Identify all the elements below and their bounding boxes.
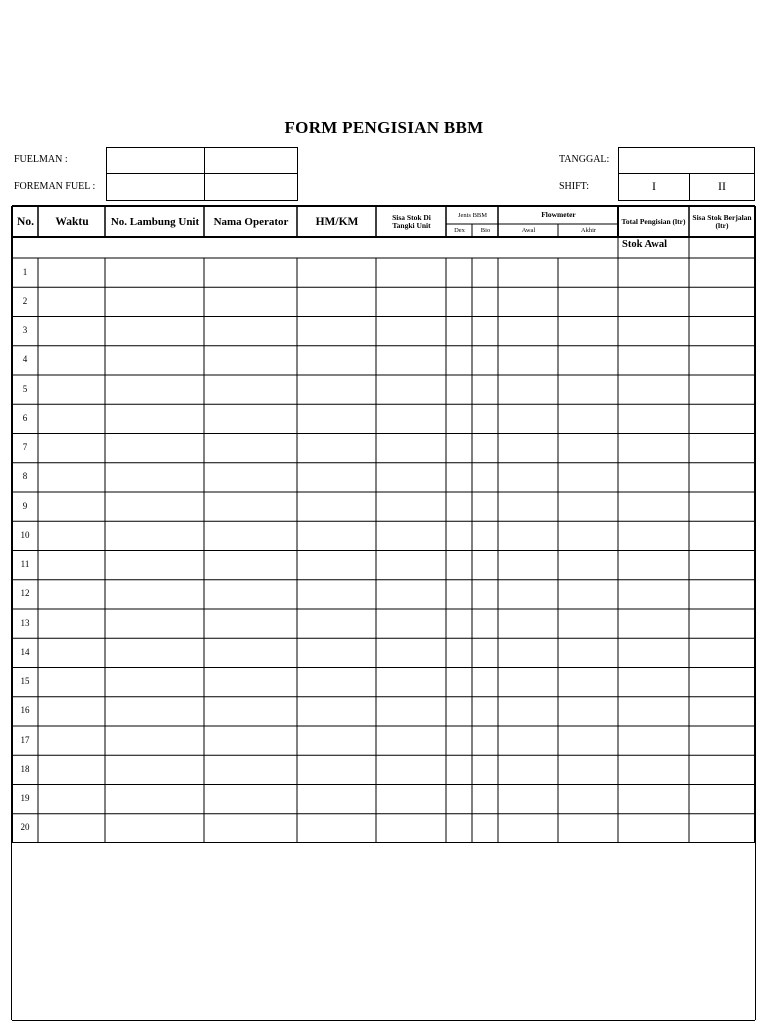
row-number: 1 [22,266,28,277]
row-number: 20 [20,822,30,833]
header-sisa-stok-tangki: Sisa Stok Di Tangki Unit [392,212,431,230]
header-nama-operator: Nama Operator [213,215,289,228]
row-number: 3 [22,325,28,336]
row-number: 11 [20,559,30,570]
row-number: 4 [22,354,28,365]
shift-label: SHIFT: [559,181,590,192]
header-awal: Awal [521,227,536,234]
stok-awal-label: Stok Awal [622,239,668,250]
row-number: 14 [20,646,30,657]
row-number: 19 [20,793,30,804]
row-number: 17 [20,734,30,745]
header-hm-km: HM/KM [315,215,359,228]
row-number: 13 [20,617,30,628]
header-waktu: Waktu [55,215,89,228]
fuelman-label: FUELMAN : [14,154,68,165]
row-number: 8 [22,471,28,482]
row-number: 5 [22,383,28,394]
header-bio: Bio [480,227,491,234]
header-dex: Dex [454,227,465,234]
notes-area[interactable] [12,843,755,1020]
row-number: 9 [22,500,28,511]
header-no-lambung-unit: No. Lambung Unit [110,215,200,228]
shift-option-1-label: I [652,179,656,193]
header-flowmeter: Flowmeter [541,210,576,219]
row-number: 15 [20,676,30,687]
row-number: 16 [20,705,30,716]
tanggal-label: TANGGAL: [559,154,610,165]
row-number: 2 [22,295,28,306]
row-number: 12 [20,588,30,599]
header-no: No. [17,215,34,228]
row-number: 7 [22,442,28,453]
header-total-pengisian: Total Pengisian (ltr) [621,216,686,226]
form-title: FORM PENGISIAN BBM [284,118,484,137]
header-sisa-stok-berjalan: Sisa Stok Berjalan (ltr) [692,212,752,230]
row-number: 10 [20,529,30,540]
foreman-fuel-label: FOREMAN FUEL : [14,181,96,192]
header-akhir: Akhir [580,227,597,234]
header-jenis-bbm: Jenis BBM [457,211,488,219]
row-number: 18 [20,763,30,774]
shift-option-2-label: II [718,179,726,193]
row-number: 6 [22,412,28,423]
